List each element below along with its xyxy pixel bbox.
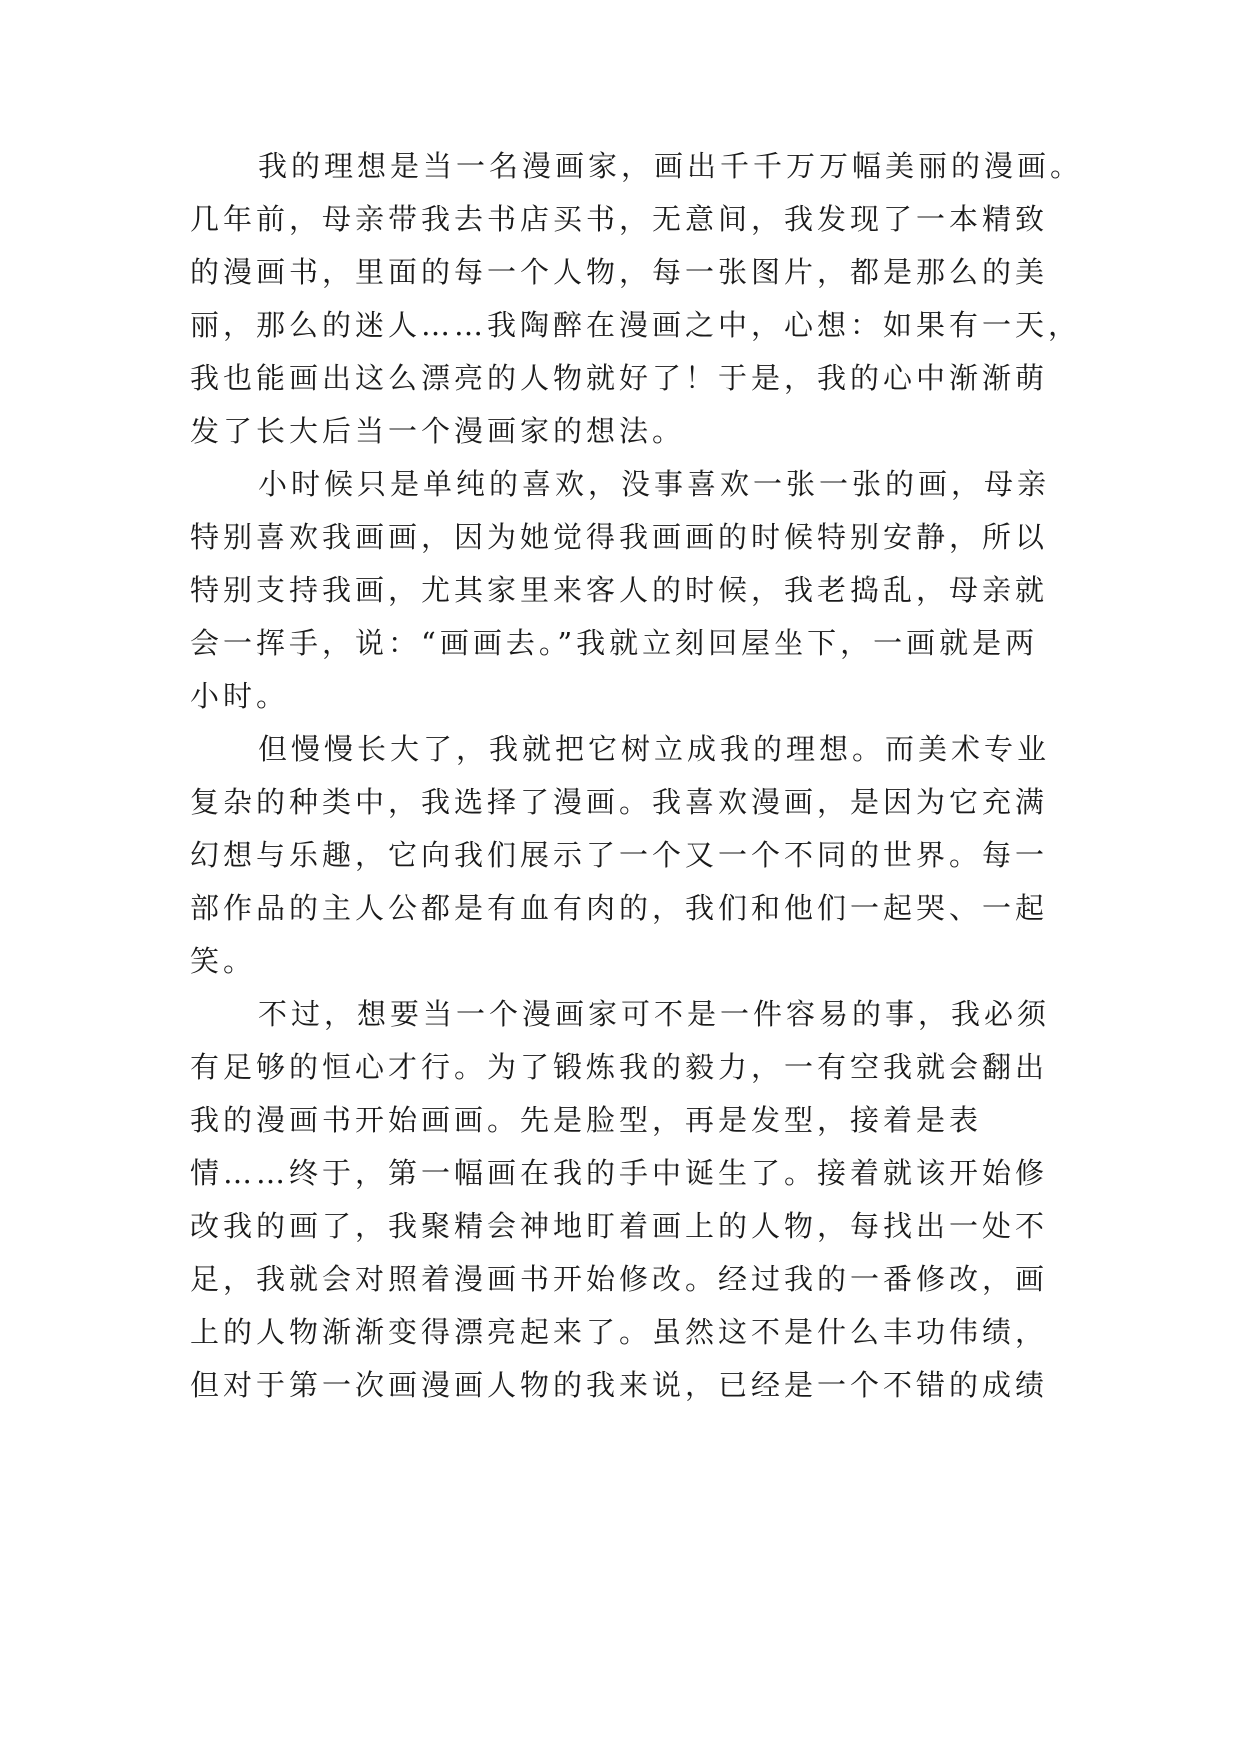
paragraph-4-line-2: 有足够的恒心才行。为了锻炼我的毅力，一有空我就会翻出 [190,1050,1049,1084]
paragraph-4-line-4: 情……终于，第一幅画在我的手中诞生了。接着就该开始修 [190,1156,1049,1190]
paragraph-2-line-4: 会一挥手，说：“画画去。”我就立刻回屋坐下，一画就是两 [190,626,1039,660]
paragraph-3-line-2: 复杂的种类中，我选择了漫画。我喜欢漫画，是因为它充满 [190,785,1049,819]
paragraph-4-line-1: 不过，想要当一个漫画家可不是一件容易的事，我必须 [258,997,1051,1031]
paragraph-3-line-4: 部作品的主人公都是有血有肉的，我们和他们一起哭、一起 [190,891,1049,925]
paragraph-2-line-5: 小时。 [190,679,290,713]
paragraph-1-line-6: 发了长大后当一个漫画家的想法。 [190,414,686,448]
paragraph-3-line-3: 幻想与乐趣，它向我们展示了一个又一个不同的世界。每一 [190,838,1049,872]
paragraph-4-line-7: 上的人物渐渐变得漂亮起来了。虽然这不是什么丰功伟绩， [190,1315,1049,1349]
paragraph-3-line-5: 笑。 [190,944,257,978]
paragraph-1-line-5: 我也能画出这么漂亮的人物就好了！于是，我的心中渐渐萌 [190,361,1049,395]
paragraph-2-line-1: 小时候只是单纯的喜欢，没事喜欢一张一张的画，母亲 [258,467,1051,501]
paragraph-4-line-8: 但对于第一次画漫画人物的我来说，已经是一个不错的成绩 [190,1368,1049,1402]
paragraph-2-line-3: 特别支持我画，尤其家里来客人的时候，我老捣乱，母亲就 [190,573,1049,607]
paragraph-2-line-2: 特别喜欢我画画，因为她觉得我画画的时候特别安静，所以 [190,520,1049,554]
paragraph-1-line-2: 几年前，母亲带我去书店买书，无意间，我发现了一本精致 [190,202,1049,236]
paragraph-4-line-3: 我的漫画书开始画画。先是脸型，再是发型，接着是表 [190,1103,983,1137]
paragraph-1-line-3: 的漫画书，里面的每一个人物，每一张图片，都是那么的美 [190,255,1049,289]
paragraph-4-line-6: 足，我就会对照着漫画书开始修改。经过我的一番修改，画 [190,1262,1049,1296]
paragraph-1-line-1: 我的理想是当一名漫画家，画出千千万万幅美丽的漫画。 [258,149,1084,183]
paragraph-3-line-1: 但慢慢长大了，我就把它树立成我的理想。而美术专业 [258,732,1051,766]
paragraph-1-line-4: 丽，那么的迷人……我陶醉在漫画之中，心想：如果有一天， [190,308,1082,342]
paragraph-4-line-5: 改我的画了，我聚精会神地盯着画上的人物，每找出一处不 [190,1209,1049,1243]
